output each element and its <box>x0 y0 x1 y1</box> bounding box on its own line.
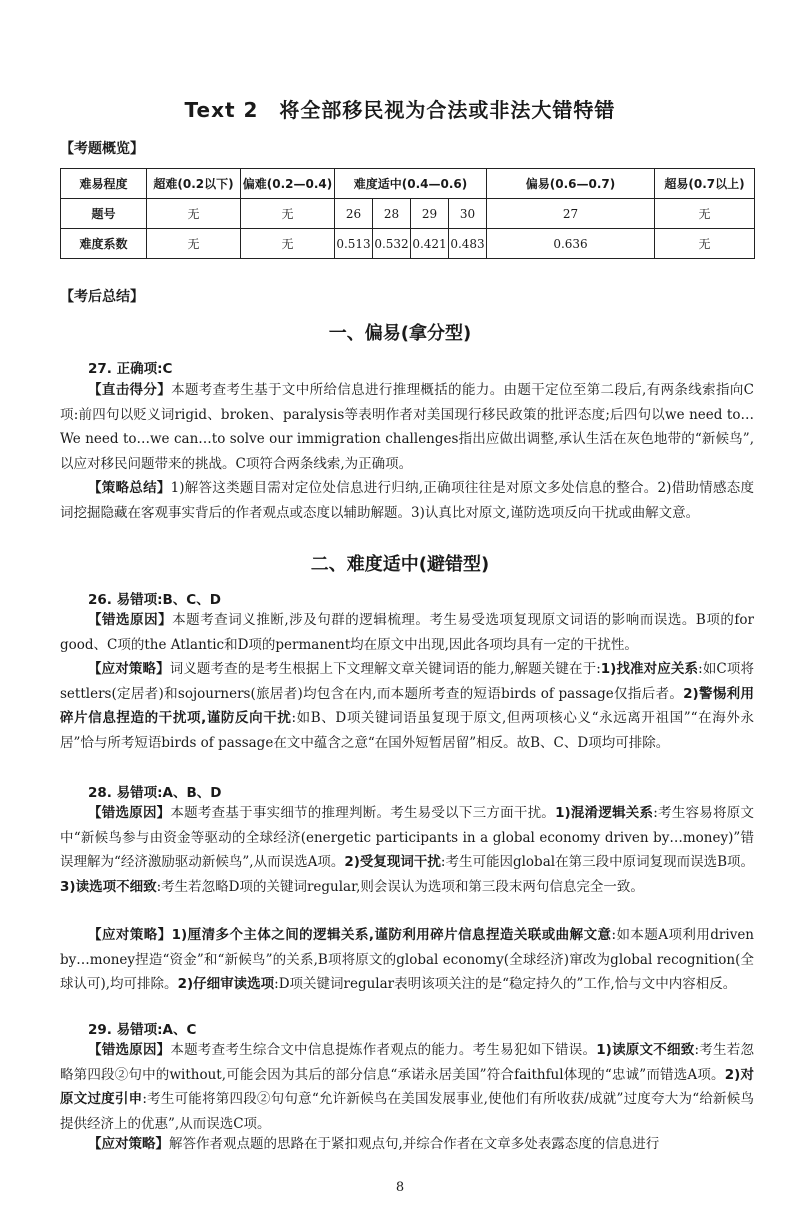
q26-strategy-text-c: :如C项将settlers(定居者)和sojourners(旅居者)均包含在内,而本题所考查的短语birds of passage仅指后者。 <box>60 661 754 702</box>
q26-strategy-point-1: 1)找准对应关系 <box>600 661 699 677</box>
q28-reason-point-1: 1)混淆逻辑关系 <box>555 805 654 821</box>
table-cell: 0.532 <box>373 229 411 259</box>
table-cell: 29 <box>411 199 449 229</box>
q28-reason-text-d: :考生可能因global在第三段中原词复现而误选B项。 <box>440 854 754 871</box>
table-row <box>61 169 755 199</box>
q29-reason-point-1: 1)读原文不细致 <box>596 1042 695 1058</box>
table-cell: 无 <box>147 229 241 259</box>
q26-strategy-paragraph <box>60 657 754 755</box>
table-cell: 26 <box>335 199 373 229</box>
q26-reason-paragraph <box>60 608 754 657</box>
overview-tag: 【考题概览】 <box>60 141 144 157</box>
q27-strategy-paragraph <box>60 476 754 525</box>
level-hard: 偏难(0.2—0.4) <box>241 169 335 199</box>
table-cell: 0.483 <box>449 229 487 259</box>
q28-strategy-point-1: 1)厘清多个主体之间的逻辑关系,谨防利用碎片信息捏造关联或曲解文意 <box>171 927 612 943</box>
question-29-heading: 29. 易错项:A、C <box>88 1022 197 1038</box>
q26-strategy-text-a: 词义题考查的是考生根据上下文理解文章关键词语的能力,解题关键在于: <box>169 661 601 677</box>
table-cell: 0.421 <box>411 229 449 259</box>
table-cell: 无 <box>241 229 335 259</box>
q29-strategy-text: 解答作者观点题的思路在于紧扣观点句,并综合作者在文章多处表露态度的信息进行 <box>169 1136 660 1152</box>
level-easy: 偏易(0.6—0.7) <box>487 169 655 199</box>
q27-analysis-text: 本题考查考生基于文中所给信息进行推理概括的能力。由题干定位至第二段后,有两条线索指向C项:前四句以贬义词rigid、broken、paralysis等表明作者对美国现行移民政策的批评态度;后四句以we need to…We need to…we can…to solve our immigration challenges指出应做出调整,承认生活在灰色地带的“新候鸟”,以应对移民问题带来的挑战。C项符合两条线索,为正确项。 <box>60 382 754 472</box>
q29-reason-text-d: :考生可能将第四段②句句意“允许新候鸟在美国发展事业,使他们有所收获/成就”过度夸大为“给新候鸟提供经济上的优惠”,从而误选C项。 <box>60 1091 755 1132</box>
section-heading-easy: 一、偏易(拿分型) <box>328 323 472 344</box>
question-28-heading: 28. 易错项:A、B、D <box>88 785 222 801</box>
table-cell: 无 <box>655 229 755 259</box>
q28-strategy-paragraph <box>60 923 754 997</box>
level-very-hard: 超难(0.2以下) <box>147 169 241 199</box>
q29-reason-text-c: :考生若忽略第四段②句中的without,可能会因为其后的部分信息“承诺永居美国”符合faithful体现的“忠诚”而错选A项。 <box>60 1042 754 1083</box>
table-cell: 无 <box>147 199 241 229</box>
q29-reason-text-a: 本题考查考生综合文中信息提炼作者观点的能力。考生易犯如下错误。 <box>170 1042 597 1058</box>
page-number: 8 <box>395 1180 405 1195</box>
q28-label-reason: 【错选原因】 <box>88 805 171 821</box>
q28-reason-text-c: :考生容易将原文中“新候鸟参与由资金等驱动的全球经济(energetic participants in a global economy driven by…money)”错误理解为“经济激励驱动新候鸟”,从而误选A项。 <box>60 805 755 871</box>
q28-reason-text-e: :考生若忽略D项的关键词regular,则会误认为选项和第三段末两句信息完全一致。 <box>156 878 644 895</box>
q28-reason-point-3: 3)读选项不细致 <box>60 878 157 895</box>
q28-reason-text-a: 本题考查基于事实细节的推理判断。考生易受以下三方面干扰。 <box>170 805 556 821</box>
q28-reason-paragraph <box>60 801 754 899</box>
q27-label-strategy: 【策略总结】 <box>88 480 171 496</box>
table-cell: 28 <box>373 199 411 229</box>
q28-strategy-point-2: 2)仔细审读选项 <box>177 976 275 993</box>
difficulty-overview-table <box>60 168 755 259</box>
question-26-heading: 26. 易错项:B、C、D <box>88 592 221 608</box>
level-moderate: 难度适中(0.4—0.6) <box>335 169 487 199</box>
table-row <box>61 229 755 259</box>
q26-label-strategy: 【应对策略】 <box>88 661 170 677</box>
q28-label-strategy: 【应对策略】 <box>88 927 172 943</box>
table-cell: 30 <box>449 199 487 229</box>
summary-tag: 【考后总结】 <box>60 289 144 305</box>
q26-strategy-point-2: 2)警惕利用碎片信息捏造的干扰项,谨防反向干扰 <box>60 685 754 727</box>
q29-reason-point-2: 2)对原文过度引申 <box>60 1066 754 1108</box>
q26-label-reason: 【错选原因】 <box>88 612 173 628</box>
q27-analysis-paragraph <box>60 378 754 476</box>
row-header-coefficient: 难度系数 <box>61 229 147 259</box>
q28-strategy-text-a: :如本题A项利用driven by…money捏造“资金”和“新候鸟”的关系,B项将原文的global economy(全球经济)窜改为global recognition(全球认可),均可排除。 <box>60 927 754 993</box>
q29-strategy-paragraph <box>60 1132 754 1157</box>
q29-label-strategy: 【应对策略】 <box>88 1136 169 1152</box>
q27-label-score: 【直击得分】 <box>88 382 172 398</box>
row-header-level: 难易程度 <box>61 169 147 199</box>
table-cell: 0.513 <box>335 229 373 259</box>
q29-label-reason: 【错选原因】 <box>88 1042 171 1058</box>
level-very-easy: 超易(0.7以上) <box>655 169 755 199</box>
table-cell: 27 <box>487 199 655 229</box>
q28-strategy-text-c: :D项关键词regular表明该项关注的是“稳定持久的”工作,恰与文中内容相反。 <box>274 976 737 993</box>
row-header-number: 题号 <box>61 199 147 229</box>
question-27-heading: 27. 正确项:C <box>88 361 173 377</box>
section-heading-moderate: 二、难度适中(避错型) <box>310 554 490 575</box>
table-cell: 无 <box>241 199 335 229</box>
q28-reason-point-2: 2)受复现词干扰 <box>344 854 441 871</box>
page-title: Text 2 将全部移民视为合法或非法大错特错 <box>184 98 616 122</box>
table-cell: 0.636 <box>487 229 655 259</box>
q27-strategy-text: 1)解答这类题目需对定位处信息进行归纳,正确项往往是对原文多处信息的整合。2)借助情感态度词挖掘隐藏在客观事实背后的作者观点或态度以辅助解题。3)认真比对原文,谨防选项反向干扰或曲解文意。 <box>60 480 754 521</box>
q26-reason-text: 本题考查词义推断,涉及句群的逻辑梳理。考生易受选项复现原文词语的影响而误选。B项的for good、C项的the Atlantic和D项的permanent均在原文中出现,因此各项均具有一定的干扰性。 <box>60 612 754 653</box>
q29-reason-paragraph <box>60 1038 754 1136</box>
table-cell: 无 <box>655 199 755 229</box>
q26-strategy-text-d: :如B、D项关键词语虽复现于原文,但两项核心义“永远离开祖国”“在海外永居”恰与所考短语birds of passage在文中蕴含之意“在国外短暂居留”相反。故B、C、D项均可排除。 <box>60 710 754 751</box>
table-row <box>61 199 755 229</box>
